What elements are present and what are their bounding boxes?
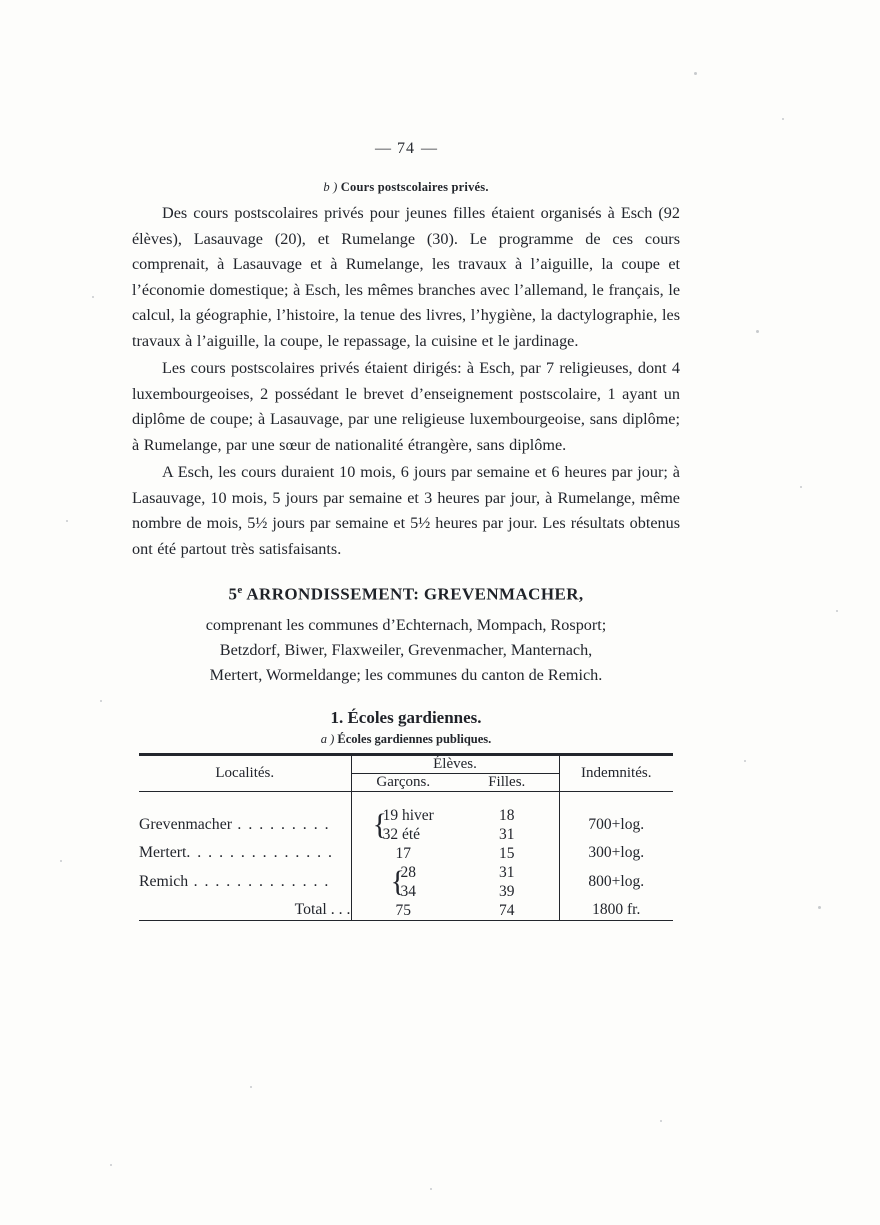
header-garcons: Garçons. [351,773,455,791]
locality-name: Grevenmacher [139,815,232,833]
row-filles-grevenmacher [455,806,559,844]
row-garcons-remich [351,863,455,901]
total-label: Total . . . [139,901,351,921]
garcons-summer: 34 [400,882,416,900]
locality-name: Mertert [139,844,187,862]
row-indemnite-mertert: 300+log. [588,844,645,862]
table-caption-label: a ) [320,731,335,746]
garcons-winter: 19 hiver [382,806,434,824]
row-locality-remich [139,863,351,901]
scan-speck [66,520,68,522]
scan-speck [694,72,697,75]
table-row [139,863,673,901]
communes-line-1: comprenant les communes d’Echternach, Mompach, Rosport; [205,615,607,634]
scan-speck [800,486,802,488]
filles-winter: 31 [499,863,515,881]
total-garcons: 75 [351,901,455,921]
braced-pair [391,863,417,901]
brace-glyph: { [372,807,388,841]
row-filles-remich [455,863,559,901]
scan-speck [100,700,102,702]
table-row [139,844,673,863]
filles-summer: 31 [499,825,515,843]
filles-pair [499,806,515,844]
scan-speck [744,760,746,762]
header-filles: Filles. [455,773,559,791]
subsection-title-b: Cours postscolaires privés. [340,180,489,194]
scan-speck [60,860,62,862]
scan-speck [250,1086,252,1088]
paragraph-2: Les cours postscolaires privés étaient dirigés: à Esch, par 7 religieuses, dont 4 luxembourgeoises, 2 possédant le brevet d’enseignement postscolaire, 1 ayant un diplôme de coupe; à Lasauvage, par une religieuse luxembourgeoise, sans diplôme; à Rumelange, par une sœur de nationalité étrangère, sans diplôme. [132,359,680,454]
brace-glyph: { [390,864,405,898]
spacer-cell [559,791,673,806]
folio-dash-left: — [375,140,391,157]
scan-speck [818,906,821,909]
row-locality-grevenmacher [139,806,351,844]
paragraph-1: Des cours postscolaires privés pour jeunes filles étaient organisés à Esch (92 élèves), Lasauvage (20), et Rumelange (30). Le programme de ces cours comprenait, à Lasauvage et à Rumelange, les travaux à l’aiguille, la coupe et l’économie domestique; à Esch, les mêmes branches avec l’allemand, le français, le calcul, la géographie, l’histoire, la tenue des livres, l’hygiène, la dactylographie, les travaux à l’aiguille, la coupe, le repassage, la cuisine et le jardinage. [132,204,680,350]
spacer-cell [455,791,559,806]
garcons-summer: 32 été [382,825,421,843]
communes-line-3: Mertert, Wormeldange; les communes du canton de Remich. [209,665,603,684]
filles-summer: 39 [499,882,515,900]
table-total-row [139,901,673,921]
scan-speck [756,330,759,333]
section-heading-ecoles-gardiennes: 1. Écoles gardiennes. [330,707,482,727]
scan-speck [836,610,838,612]
filles-winter: 18 [499,806,515,824]
row-indemnite-remich: 800+log. [588,872,645,890]
subsection-heading-b [132,180,680,195]
row-indemnite-grevenmacher: 700+log. [588,815,645,833]
folio-number: 74 [397,140,415,157]
braced-pair [373,806,434,844]
folio-dash-right: — [421,140,437,157]
row-garcons-grevenmacher [351,806,455,844]
arrondissement-ordinal-suffix: e [237,584,243,596]
scan-speck [110,1164,112,1166]
spacer-cell [351,791,455,806]
table-header-row-1 [139,754,673,773]
subsection-label-b: b ) [323,180,338,194]
spacer-cell [139,791,351,806]
leader-dots: . . . . . . . . . . . . . [188,872,330,890]
scan-speck [782,118,784,120]
row-locality-mertert [139,844,351,863]
paragraph-3: A Esch, les cours duraient 10 mois, 6 jours par semaine et 6 heures par jour; à Lasauvage, 10 mois, 5 jours par semaine et 3 heures par jour, à Rumelange, même nombre de mois, 5½ jours par semaine et 5½ heures par jour. Les résultats obtenus ont été partout très satisfaisants. [132,463,680,558]
header-localites: Localités. [139,754,351,791]
header-eleves: Élèves. [351,754,559,773]
locality-name: Remich [139,872,189,890]
communes-line-2: Betzdorf, Biwer, Flaxweiler, Grevenmacher, Manternach, [219,640,593,659]
table-caption [132,732,680,747]
page-number [132,140,680,158]
total-filles: 74 [455,901,559,921]
table-row [139,806,673,844]
leader-dots: . . . . . . . . . . . . . . [186,844,334,862]
arrondissement-ordinal: 5 [228,584,238,604]
table-caption-text: Écoles gardiennes publiques. [337,731,492,746]
arrondissement-heading [132,584,680,605]
total-indemnite: 1800 fr. [559,901,673,921]
scan-speck [92,296,94,298]
garcons-winter: 28 [400,863,416,881]
arrondissement-title: ARRONDISSEMENT: GREVENMACHER, [242,584,584,604]
table-spacer-row [139,791,673,806]
row-garcons-mertert: 17 [351,844,455,863]
header-indemnites: Indemnités. [559,754,673,791]
row-filles-mertert: 15 [455,844,559,863]
leader-dots: . . . . . . . . . [231,815,331,833]
ecoles-gardiennes-table [139,753,673,921]
scan-speck [430,1188,432,1190]
scan-speck [660,1120,662,1122]
filles-pair [499,863,515,901]
page-content [132,140,680,921]
